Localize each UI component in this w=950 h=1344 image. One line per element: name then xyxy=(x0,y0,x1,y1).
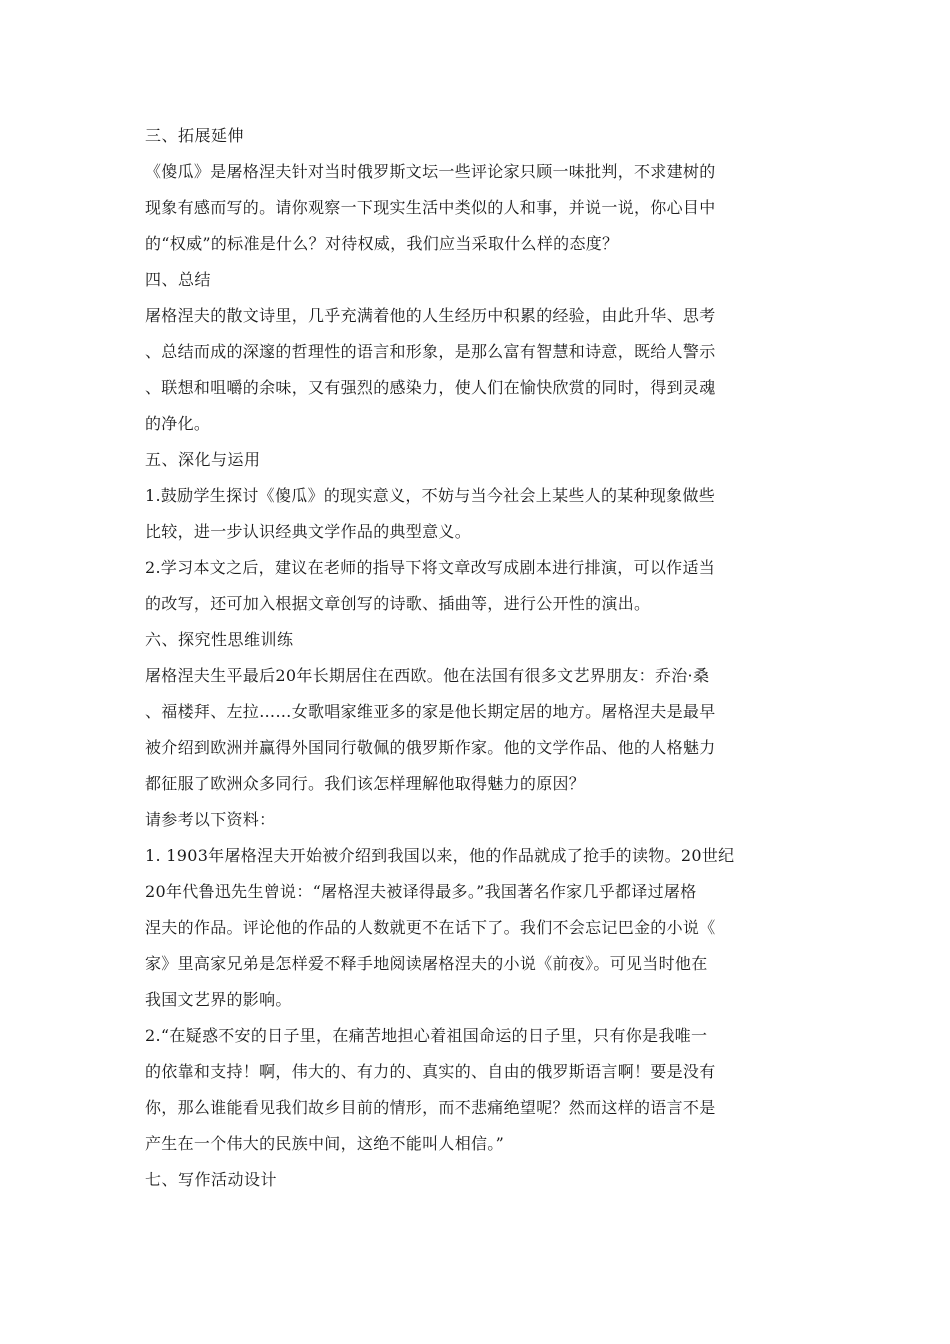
paragraph-line: 、福楼拜、左拉……女歌唱家维亚多的家是他长期定居的地方。屠格涅夫是最早 xyxy=(145,702,716,721)
paragraph-line: 现象有感而写的。请你观察一下现实生活中类似的人和事，并说一说，你心目中 xyxy=(145,198,716,217)
paragraph-line: 屠格涅夫的散文诗里，几乎充满着他的人生经历中积累的经验，由此升华、思考 xyxy=(145,306,716,325)
paragraph-line: 、总结而成的深邃的哲理性的语言和形象，是那么富有智慧和诗意，既给人警示 xyxy=(145,342,716,361)
list-item-line: 的改写，还可加入根据文章创写的诗歌、插曲等，进行公开性的演出。 xyxy=(145,594,651,613)
list-item-line: 2.学习本文之后，建议在老师的指导下将文章改写成剧本进行排演，可以作适当 xyxy=(145,558,716,577)
list-item-line: 涅夫的作品。评论他的作品的人数就更不在话下了。我们不会忘记巴金的小说《 xyxy=(145,918,716,937)
list-item-line: 的依靠和支持！啊，伟大的、有力的、真实的、自由的俄罗斯语言啊！要是没有 xyxy=(145,1062,716,1081)
paragraph-line: 《傻瓜》是屠格涅夫针对当时俄罗斯文坛一些评论家只顾一味批判，不求建树的 xyxy=(145,162,716,181)
paragraph-line: 的“权威”的标准是什么？对待权威，我们应当采取什么样的态度？ xyxy=(145,234,619,253)
list-item-line: 2.“在疑惑不安的日子里，在痛苦地担心着祖国命运的日子里，只有你是我唯一 xyxy=(145,1026,708,1045)
document-body xyxy=(145,118,745,1198)
list-item-line: 1.鼓励学生探讨《傻瓜》的现实意义，不妨与当今社会上某些人的某种现象做些 xyxy=(145,486,716,505)
list-item-line: 产生在一个伟大的民族中间，这绝不能叫人相信。” xyxy=(145,1134,505,1153)
list-item-line: 你，那么谁能看见我们故乡目前的情形，而不悲痛绝望呢？然而这样的语言不是 xyxy=(145,1098,716,1117)
paragraph-line: 被介绍到欧洲并赢得外国同行敬佩的俄罗斯作家。他的文学作品、他的人格魅力 xyxy=(145,738,716,757)
list-item-line: 我国文艺界的影响。 xyxy=(145,990,292,1009)
section-heading-extension: 三、拓展延伸 xyxy=(145,126,245,145)
paragraph-line: 请参考以下资料： xyxy=(145,810,276,829)
paragraph-line: 的净化。 xyxy=(145,414,211,433)
list-item-line: 1. 1903年屠格涅夫开始被介绍到我国以来，他的作品就成了抢手的读物。20世纪 xyxy=(145,846,735,865)
section-heading-inquiry-training: 六、探究性思维训练 xyxy=(145,630,294,649)
section-heading-writing-activity: 七、写作活动设计 xyxy=(145,1170,278,1189)
paragraph-line: 都征服了欧洲众多同行。我们该怎样理解他取得魅力的原因？ xyxy=(145,774,586,793)
paragraph-line: 屠格涅夫生平最后20年长期居住在西欧。他在法国有很多文艺界朋友：乔治·桑 xyxy=(145,666,710,685)
section-heading-summary: 四、总结 xyxy=(145,270,212,289)
list-item-line: 家》里高家兄弟是怎样爱不释手地阅读屠格涅夫的小说《前夜》。可见当时他在 xyxy=(145,954,708,973)
paragraph-line: 、联想和咀嚼的余味，又有强烈的感染力，使人们在愉快欣赏的同时，得到灵魂 xyxy=(145,378,716,397)
list-item-line: 20年代鲁迅先生曾说：“屠格涅夫被译得最多。”我国著名作家几乎都译过屠格 xyxy=(145,882,697,901)
section-heading-deepen-apply: 五、深化与运用 xyxy=(145,450,261,469)
list-item-line: 比较，进一步认识经典文学作品的典型意义。 xyxy=(145,522,472,541)
